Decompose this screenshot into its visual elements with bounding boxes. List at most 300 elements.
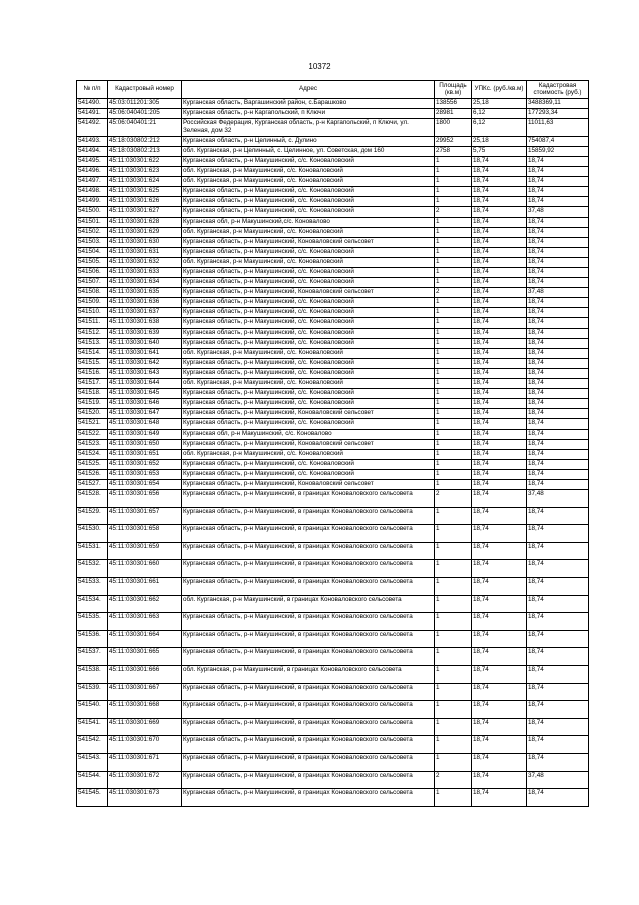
upks-cell: 18,74 [472, 469, 527, 479]
address-cell: Курганская область, р-н Макушинский, с/с. Коноваловский [182, 318, 435, 328]
row-number-cell: 541498. [77, 187, 108, 197]
table-row [77, 99, 589, 109]
table-row [77, 227, 589, 237]
upks-cell: 18,74 [472, 560, 527, 578]
cadastral-number-cell: 45:11:030301:669 [108, 718, 182, 736]
area-cell: 1 [435, 542, 472, 560]
area-cell: 2 [435, 771, 472, 789]
header-cadastral-number: Кадастровый номер [108, 81, 182, 99]
address-cell: Курганская область, р-н Макушинский, в границах Коноваловского сельсовета [182, 701, 435, 719]
address-cell: Курганская обл, р-н Макушинский,с/с. Коновалово [182, 217, 435, 227]
table-row [77, 630, 589, 648]
table-row [77, 298, 589, 308]
header-area: Площадь (кв.м) [435, 81, 472, 99]
cadastral-number-cell: 45:11:030301:662 [108, 595, 182, 613]
cadastral-cost-cell: 18,74 [527, 718, 589, 736]
table-row [77, 379, 589, 389]
upks-cell: 18,74 [472, 308, 527, 318]
area-cell: 1 [435, 298, 472, 308]
table-row [77, 771, 589, 789]
address-cell: Курганская область, р-н Макушинский, в границах Коноваловского сельсовета [182, 736, 435, 754]
cadastral-number-cell: 45:11:030301:636 [108, 298, 182, 308]
area-cell: 1 [435, 257, 472, 267]
cadastral-number-cell: 45:11:030301:631 [108, 247, 182, 257]
upks-cell: 18,74 [472, 177, 527, 187]
cadastral-number-cell: 45:11:030301:657 [108, 507, 182, 525]
address-cell: Курганская область, р-н Макушинский, с/с. Коноваловский [182, 399, 435, 409]
cadastral-cost-cell: 18,74 [527, 595, 589, 613]
cadastral-cost-cell: 18,74 [527, 409, 589, 419]
address-cell: обл. Курганская, р-н Целинный, с. Целинное, ул. Советская, дом 160 [182, 146, 435, 156]
area-cell: 1 [435, 753, 472, 771]
cadastral-number-cell: 45:11:030301:623 [108, 167, 182, 177]
table-row [77, 666, 589, 684]
address-cell: Курганская область, р-н Макушинский, в границах Коноваловского сельсовета [182, 578, 435, 596]
row-number-cell: 541530. [77, 525, 108, 543]
area-cell: 1 [435, 197, 472, 207]
cadastral-number-cell: 45:11:030301:659 [108, 542, 182, 560]
address-cell: Курганская область, р-н Макушинский, с/с. Коноваловский [182, 358, 435, 368]
area-cell: 1 [435, 328, 472, 338]
area-cell: 1 [435, 560, 472, 578]
cadastral-cost-cell: 18,74 [527, 701, 589, 719]
upks-cell: 18,74 [472, 771, 527, 789]
upks-cell: 18,74 [472, 429, 527, 439]
cadastral-cost-cell: 18,74 [527, 648, 589, 666]
upks-cell: 18,74 [472, 187, 527, 197]
row-number-cell: 541514. [77, 348, 108, 358]
cadastral-cost-cell: 11011,63 [527, 119, 589, 137]
row-number-cell: 541524. [77, 449, 108, 459]
cadastral-cost-cell: 18,74 [527, 469, 589, 479]
area-cell: 1 [435, 701, 472, 719]
cadastral-cost-cell: 18,74 [527, 399, 589, 409]
cadastral-number-cell: 45:06:040401:21 [108, 119, 182, 137]
table-row [77, 753, 589, 771]
table-row [77, 308, 589, 318]
area-cell: 1 [435, 595, 472, 613]
row-number-cell: 541534. [77, 595, 108, 613]
upks-cell: 18,74 [472, 247, 527, 257]
area-cell: 1 [435, 247, 472, 257]
row-number-cell: 541497. [77, 177, 108, 187]
table-row [77, 399, 589, 409]
address-cell: обл. Курганская, р-н Макушинский, с/с. Коноваловский [182, 348, 435, 358]
address-cell: Курганская область, р-н Макушинский, в границах Коноваловского сельсовета [182, 789, 435, 807]
table-row [77, 358, 589, 368]
table-row [77, 701, 589, 719]
upks-cell: 18,74 [472, 419, 527, 429]
cadastral-cost-cell: 15859,92 [527, 146, 589, 156]
address-cell: обл. Курганская, р-н Макушинский, с/с. Коноваловский [182, 167, 435, 177]
table-row [77, 578, 589, 596]
row-number-cell: 541493. [77, 136, 108, 146]
row-number-cell: 541495. [77, 156, 108, 166]
address-cell: Курганская область, р-н Макушинский, Коноваловский сельсовет [182, 288, 435, 298]
upks-cell: 18,74 [472, 217, 527, 227]
table-row [77, 683, 589, 701]
row-number-cell: 541507. [77, 278, 108, 288]
upks-cell: 6,12 [472, 109, 527, 119]
cadastral-value-table [76, 80, 589, 807]
cadastral-cost-cell: 18,74 [527, 197, 589, 207]
upks-cell: 25,18 [472, 99, 527, 109]
table-row [77, 507, 589, 525]
table-row [77, 469, 589, 479]
cadastral-cost-cell: 18,74 [527, 666, 589, 684]
area-cell: 1 [435, 358, 472, 368]
area-cell: 1 [435, 648, 472, 666]
upks-cell: 18,74 [472, 683, 527, 701]
table-row [77, 459, 589, 469]
cadastral-number-cell: 45:11:030301:650 [108, 439, 182, 449]
address-cell: Курганская область, р-н Макушинский, с/с. Коноваловский [182, 156, 435, 166]
upks-cell: 18,74 [472, 525, 527, 543]
cadastral-number-cell: 45:11:030301:632 [108, 257, 182, 267]
area-cell: 1 [435, 338, 472, 348]
cadastral-cost-cell: 37,48 [527, 771, 589, 789]
table-row [77, 217, 589, 227]
area-cell: 1 [435, 308, 472, 318]
cadastral-number-cell: 45:11:030301:648 [108, 419, 182, 429]
area-cell: 1 [435, 237, 472, 247]
table-row [77, 409, 589, 419]
cadastral-number-cell: 45:11:030301:649 [108, 429, 182, 439]
row-number-cell: 541535. [77, 613, 108, 631]
address-cell: Курганская область, р-н Макушинский, Коноваловский сельсовет [182, 479, 435, 489]
row-number-cell: 541519. [77, 399, 108, 409]
table-row [77, 449, 589, 459]
table-row [77, 288, 589, 298]
cadastral-number-cell: 45:11:030301:634 [108, 278, 182, 288]
cadastral-number-cell: 45:11:030301:640 [108, 338, 182, 348]
cadastral-number-cell: 45:11:030301:626 [108, 197, 182, 207]
area-cell: 2 [435, 490, 472, 508]
row-number-cell: 541521. [77, 419, 108, 429]
cadastral-cost-cell: 18,74 [527, 318, 589, 328]
header-upks: УПКс. (руб./кв.м) [472, 81, 527, 99]
cadastral-cost-cell: 18,74 [527, 789, 589, 807]
area-cell: 1 [435, 217, 472, 227]
row-number-cell: 541517. [77, 379, 108, 389]
table-row [77, 136, 589, 146]
table-row [77, 718, 589, 736]
upks-cell: 18,74 [472, 666, 527, 684]
upks-cell: 18,74 [472, 736, 527, 754]
row-number-cell: 541511. [77, 318, 108, 328]
cadastral-number-cell: 45:11:030301:666 [108, 666, 182, 684]
address-cell: Курганская область, р-н Макушинский, в границах Коноваловского сельсовета [182, 507, 435, 525]
address-cell: Курганская обл, р-н Макушинский, с/с. Коновалово [182, 429, 435, 439]
cadastral-number-cell: 45:11:030301:658 [108, 525, 182, 543]
row-number-cell: 541508. [77, 288, 108, 298]
cadastral-number-cell: 45:11:030301:672 [108, 771, 182, 789]
row-number-cell: 541515. [77, 358, 108, 368]
address-cell: Курганская область, р-н Макушинский, в границах Коноваловского сельсовета [182, 648, 435, 666]
address-cell: Курганская область, р-н Макушинский, с/с. Коноваловский [182, 247, 435, 257]
cadastral-cost-cell: 18,74 [527, 459, 589, 469]
area-cell: 1 [435, 348, 472, 358]
row-number-cell: 541545. [77, 789, 108, 807]
upks-cell: 18,74 [472, 399, 527, 409]
row-number-cell: 541513. [77, 338, 108, 348]
table-row [77, 479, 589, 489]
row-number-cell: 541526. [77, 469, 108, 479]
cadastral-number-cell: 45:11:030301:656 [108, 490, 182, 508]
table-row [77, 207, 589, 217]
area-cell: 1 [435, 187, 472, 197]
upks-cell: 18,74 [472, 718, 527, 736]
row-number-cell: 541501. [77, 217, 108, 227]
cadastral-number-cell: 45:11:030301:646 [108, 399, 182, 409]
area-cell: 1 [435, 177, 472, 187]
cadastral-number-cell: 45:18:030802:212 [108, 136, 182, 146]
address-cell: обл. Курганская, р-н Макушинский, с/с. Коноваловский [182, 449, 435, 459]
upks-cell: 18,74 [472, 648, 527, 666]
cadastral-number-cell: 45:11:030301:671 [108, 753, 182, 771]
table-row [77, 167, 589, 177]
cadastral-number-cell: 45:11:030301:635 [108, 288, 182, 298]
cadastral-number-cell: 45:11:030301:641 [108, 348, 182, 358]
address-cell: Курганская область, р-н Макушинский, в границах Коноваловского сельсовета [182, 542, 435, 560]
address-cell: обл. Курганская, р-н Макушинский, с/с. Коноваловский [182, 379, 435, 389]
upks-cell: 18,74 [472, 197, 527, 207]
header-cadastral-cost: Кадастровая стоимость (руб.) [527, 81, 589, 99]
cadastral-number-cell: 45:11:030301:654 [108, 479, 182, 489]
address-cell: Курганская область, р-н Макушинский, в границах Коноваловского сельсовета [182, 683, 435, 701]
area-cell: 1 [435, 736, 472, 754]
table-row [77, 648, 589, 666]
address-cell: Курганская область, р-н Макушинский, с/с. Коноваловский [182, 197, 435, 207]
row-number-cell: 541533. [77, 578, 108, 596]
row-number-cell: 541502. [77, 227, 108, 237]
area-cell: 1800 [435, 119, 472, 137]
cadastral-number-cell: 45:11:030301:633 [108, 268, 182, 278]
area-cell: 1 [435, 429, 472, 439]
table-row [77, 419, 589, 429]
address-cell: Курганская область, р-н Макушинский, в границах Коноваловского сельсовета [182, 753, 435, 771]
upks-cell: 18,74 [472, 439, 527, 449]
table-row [77, 338, 589, 348]
table-row [77, 525, 589, 543]
row-number-cell: 541500. [77, 207, 108, 217]
address-cell: Курганская область, р-н Макушинский, в границах Коноваловского сельсовета [182, 525, 435, 543]
row-number-cell: 541518. [77, 389, 108, 399]
table-header-row [77, 81, 589, 99]
cadastral-number-cell: 45:06:040401:205 [108, 109, 182, 119]
area-cell: 1 [435, 399, 472, 409]
address-cell: Курганская область, р-н Макушинский, с/с. Коноваловский [182, 328, 435, 338]
cadastral-number-cell: 45:11:030301:628 [108, 217, 182, 227]
address-cell: Курганская область, Варгашинский район, с.Барашково [182, 99, 435, 109]
cadastral-number-cell: 45:11:030301:637 [108, 308, 182, 318]
address-cell: Курганская область, р-н Макушинский, в границах Коноваловского сельсовета [182, 490, 435, 508]
cadastral-number-cell: 45:11:030301:668 [108, 701, 182, 719]
upks-cell: 18,74 [472, 156, 527, 166]
cadastral-cost-cell: 18,74 [527, 348, 589, 358]
upks-cell: 18,74 [472, 507, 527, 525]
cadastral-cost-cell: 18,74 [527, 389, 589, 399]
upks-cell: 18,74 [472, 257, 527, 267]
cadastral-number-cell: 45:11:030301:642 [108, 358, 182, 368]
row-number-cell: 541532. [77, 560, 108, 578]
upks-cell: 18,74 [472, 630, 527, 648]
table-body [77, 99, 589, 807]
row-number-cell: 541503. [77, 237, 108, 247]
cadastral-cost-cell: 18,74 [527, 358, 589, 368]
address-cell: Курганская область, р-н Макушинский, с/с. Коноваловский [182, 207, 435, 217]
upks-cell: 18,74 [472, 789, 527, 807]
cadastral-cost-cell: 18,74 [527, 429, 589, 439]
area-cell: 28981 [435, 109, 472, 119]
address-cell: Курганская область, р-н Макушинский, в границах Коноваловского сельсовета [182, 630, 435, 648]
table-row [77, 789, 589, 807]
cadastral-number-cell: 45:11:030301:660 [108, 560, 182, 578]
row-number-cell: 541490. [77, 99, 108, 109]
header-address: Адрес [182, 81, 435, 99]
cadastral-cost-cell: 18,74 [527, 328, 589, 338]
cadastral-number-cell: 45:03:011201:305 [108, 99, 182, 109]
upks-cell: 18,74 [472, 409, 527, 419]
area-cell: 1 [435, 718, 472, 736]
table-row [77, 389, 589, 399]
cadastral-number-cell: 45:11:030301:638 [108, 318, 182, 328]
area-cell: 1 [435, 578, 472, 596]
table-row [77, 247, 589, 257]
row-number-cell: 541496. [77, 167, 108, 177]
table-row [77, 177, 589, 187]
cadastral-cost-cell: 18,74 [527, 560, 589, 578]
row-number-cell: 541520. [77, 409, 108, 419]
row-number-cell: 541537. [77, 648, 108, 666]
table-row [77, 318, 589, 328]
table-row [77, 490, 589, 508]
table-row [77, 237, 589, 247]
upks-cell: 18,74 [472, 449, 527, 459]
area-cell: 1 [435, 469, 472, 479]
upks-cell: 18,74 [472, 278, 527, 288]
upks-cell: 18,74 [472, 167, 527, 177]
row-number-cell: 541529. [77, 507, 108, 525]
address-cell: Курганская область, р-н Макушинский, в границах Коноваловского сельсовета [182, 771, 435, 789]
cadastral-cost-cell: 18,74 [527, 613, 589, 631]
area-cell: 1 [435, 268, 472, 278]
table-row [77, 146, 589, 156]
area-cell: 1 [435, 156, 472, 166]
cadastral-cost-cell: 18,74 [527, 257, 589, 267]
upks-cell: 18,74 [472, 490, 527, 508]
cadastral-number-cell: 45:11:030301:652 [108, 459, 182, 469]
area-cell: 2758 [435, 146, 472, 156]
upks-cell: 5,75 [472, 146, 527, 156]
upks-cell: 18,74 [472, 328, 527, 338]
cadastral-cost-cell: 754087,4 [527, 136, 589, 146]
upks-cell: 18,74 [472, 389, 527, 399]
cadastral-number-cell: 45:11:030301:629 [108, 227, 182, 237]
upks-cell: 18,74 [472, 595, 527, 613]
cadastral-cost-cell: 18,74 [527, 278, 589, 288]
cadastral-cost-cell: 18,74 [527, 479, 589, 489]
cadastral-number-cell: 45:11:030301:665 [108, 648, 182, 666]
cadastral-cost-cell: 18,74 [527, 298, 589, 308]
cadastral-cost-cell: 18,74 [527, 630, 589, 648]
cadastral-cost-cell: 18,74 [527, 439, 589, 449]
upks-cell: 18,74 [472, 358, 527, 368]
row-number-cell: 541494. [77, 146, 108, 156]
table-row [77, 278, 589, 288]
upks-cell: 18,74 [472, 459, 527, 469]
area-cell: 1 [435, 167, 472, 177]
table-row [77, 736, 589, 754]
upks-cell: 18,74 [472, 368, 527, 378]
cadastral-number-cell: 45:11:030301:622 [108, 156, 182, 166]
area-cell: 1 [435, 318, 472, 328]
upks-cell: 18,74 [472, 227, 527, 237]
table-row [77, 328, 589, 338]
address-cell: Курганская область, р-н Макушинский, с/с. Коноваловский [182, 338, 435, 348]
upks-cell: 18,74 [472, 207, 527, 217]
area-cell: 1 [435, 449, 472, 459]
header-num: № п/п [77, 81, 108, 99]
cadastral-number-cell: 45:11:030301:639 [108, 328, 182, 338]
cadastral-number-cell: 45:11:030301:645 [108, 389, 182, 399]
cadastral-cost-cell: 18,74 [527, 379, 589, 389]
address-cell: Курганская область, р-н Каргапольский, п Ключи [182, 109, 435, 119]
table-row [77, 257, 589, 267]
row-number-cell: 541541. [77, 718, 108, 736]
row-number-cell: 541538. [77, 666, 108, 684]
area-cell: 1 [435, 227, 472, 237]
address-cell: Курганская область, р-н Макушинский, с/с. Коноваловский [182, 419, 435, 429]
upks-cell: 18,74 [472, 268, 527, 278]
area-cell: 138556 [435, 99, 472, 109]
upks-cell: 18,74 [472, 701, 527, 719]
cadastral-number-cell: 45:11:030301:624 [108, 177, 182, 187]
area-cell: 1 [435, 507, 472, 525]
area-cell: 1 [435, 789, 472, 807]
cadastral-cost-cell: 18,74 [527, 308, 589, 318]
cadastral-number-cell: 45:11:030301:643 [108, 368, 182, 378]
address-cell: Курганская область, р-н Макушинский, с/с. Коноваловский [182, 469, 435, 479]
upks-cell: 18,74 [472, 753, 527, 771]
address-cell: обл. Курганская, р-н Макушинский, в границах Коноваловского сельсовета [182, 595, 435, 613]
cadastral-cost-cell: 37,48 [527, 207, 589, 217]
area-cell: 1 [435, 666, 472, 684]
cadastral-cost-cell: 18,74 [527, 227, 589, 237]
row-number-cell: 541527. [77, 479, 108, 489]
cadastral-cost-cell: 18,74 [527, 736, 589, 754]
table-row [77, 439, 589, 449]
address-cell: Российская Федерация, Курганская область, р-н Каргапольский, п Ключи, ул. Зеленая, дом 32 [182, 119, 435, 137]
cadastral-cost-cell: 18,74 [527, 542, 589, 560]
address-cell: Курганская область, р-н Макушинский, с/с. Коноваловский [182, 459, 435, 469]
address-cell: Курганская область, р-н Макушинский, с/с. Коноваловский [182, 187, 435, 197]
upks-cell: 18,74 [472, 379, 527, 389]
area-cell: 2 [435, 207, 472, 217]
upks-cell: 25,18 [472, 136, 527, 146]
table-row [77, 187, 589, 197]
upks-cell: 18,74 [472, 318, 527, 328]
row-number-cell: 541543. [77, 753, 108, 771]
cadastral-cost-cell: 18,74 [527, 217, 589, 227]
area-cell: 1 [435, 368, 472, 378]
upks-cell: 18,74 [472, 338, 527, 348]
area-cell: 1 [435, 278, 472, 288]
area-cell: 1 [435, 613, 472, 631]
table-row [77, 197, 589, 207]
table-row [77, 156, 589, 166]
cadastral-cost-cell: 18,74 [527, 247, 589, 257]
